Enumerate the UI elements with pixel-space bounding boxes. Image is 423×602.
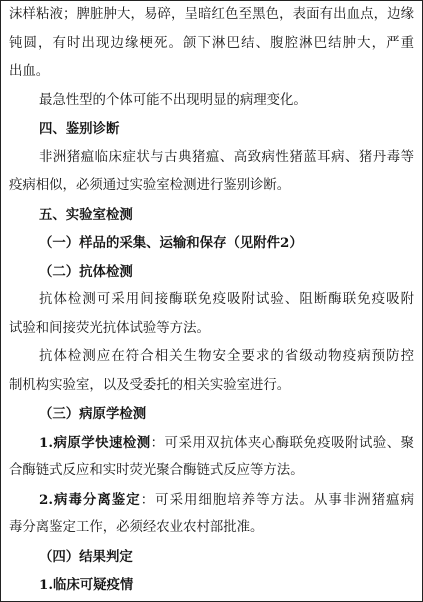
heading-text: 1.临床可疑疫情 <box>39 577 134 593</box>
heading-text: 五、实验室检测 <box>39 206 133 223</box>
paragraph-line <box>9 172 414 201</box>
paragraph-line <box>9 514 414 543</box>
paragraph-line <box>9 58 414 87</box>
paragraph-line <box>9 486 414 515</box>
line-text: 试验和间接荧光抗体试验等方法。 <box>9 320 210 336</box>
paragraph-line <box>9 87 414 116</box>
line-text: 疫病相似，必须通过实验室检测进行鉴别诊断。 <box>9 178 291 193</box>
line-text: 非洲猪瘟临床症状与古典猪瘟、高致病性猪蓝耳病、猪丹毒等 <box>39 149 414 165</box>
subsection-heading <box>9 258 414 287</box>
heading-text: （四）结果判定 <box>39 548 133 565</box>
paragraph-line <box>9 144 414 173</box>
line-text: ：可采用细胞培养等方法。从事非洲猪瘟病 <box>140 492 414 508</box>
line-text: 毒分离鉴定工作，必须经农业农村部批准。 <box>9 520 264 535</box>
line-text: 抗体检测可采用间接酶联免疫吸附试验、阻断酶联免疫吸附 <box>39 292 414 307</box>
paragraph-line <box>9 30 414 59</box>
heading-text: （三）病原学检测 <box>39 406 147 422</box>
subsection-heading <box>9 229 414 258</box>
line-text: 最急性型的个体可能不出现明显的病理变化。 <box>39 92 307 108</box>
heading-text: （二）抗体检测 <box>39 263 133 280</box>
line-text: 制机构实验室，以及受委托的相关实验室进行。 <box>9 377 291 393</box>
line-text: 出血。 <box>9 64 50 79</box>
item-lead: 2.病毒分离鉴定 <box>39 491 141 508</box>
subsection-heading <box>9 400 414 429</box>
paragraph-line <box>9 286 414 315</box>
line-text: 抗体检测应在符合相关生物安全要求的省级动物疫病预防控 <box>39 349 414 364</box>
section-heading <box>9 201 414 230</box>
line-text: 合酶链式反应和实时荧光聚合酶链式反应等方法。 <box>9 463 304 478</box>
subsection-heading <box>9 543 414 572</box>
heading-text: 四、鉴别诊断 <box>39 121 120 137</box>
line-text: 钝圆，有时出现边缘梗死。颌下淋巴结、腹腔淋巴结肿大，严重 <box>9 35 414 51</box>
line-text: ：可采用双抗体夹心酶联免疫吸附试验、聚 <box>150 435 414 451</box>
paragraph-line <box>9 457 414 486</box>
paragraph-line <box>9 315 414 344</box>
paragraph-line <box>9 343 414 372</box>
paragraph-line <box>9 372 414 401</box>
heading-text: （一）样品的采集、运输和保存（见附件2） <box>39 235 303 251</box>
paragraph-line <box>9 429 414 458</box>
item-heading <box>9 571 414 600</box>
line-text: 沫样粘液；脾脏肿大，易碎，呈暗红色至黑色，表面有出血点，边缘 <box>9 7 414 22</box>
item-lead: 1.病原学快速检测 <box>39 434 151 451</box>
paragraph-line <box>9 1 414 30</box>
section-heading <box>9 115 414 144</box>
